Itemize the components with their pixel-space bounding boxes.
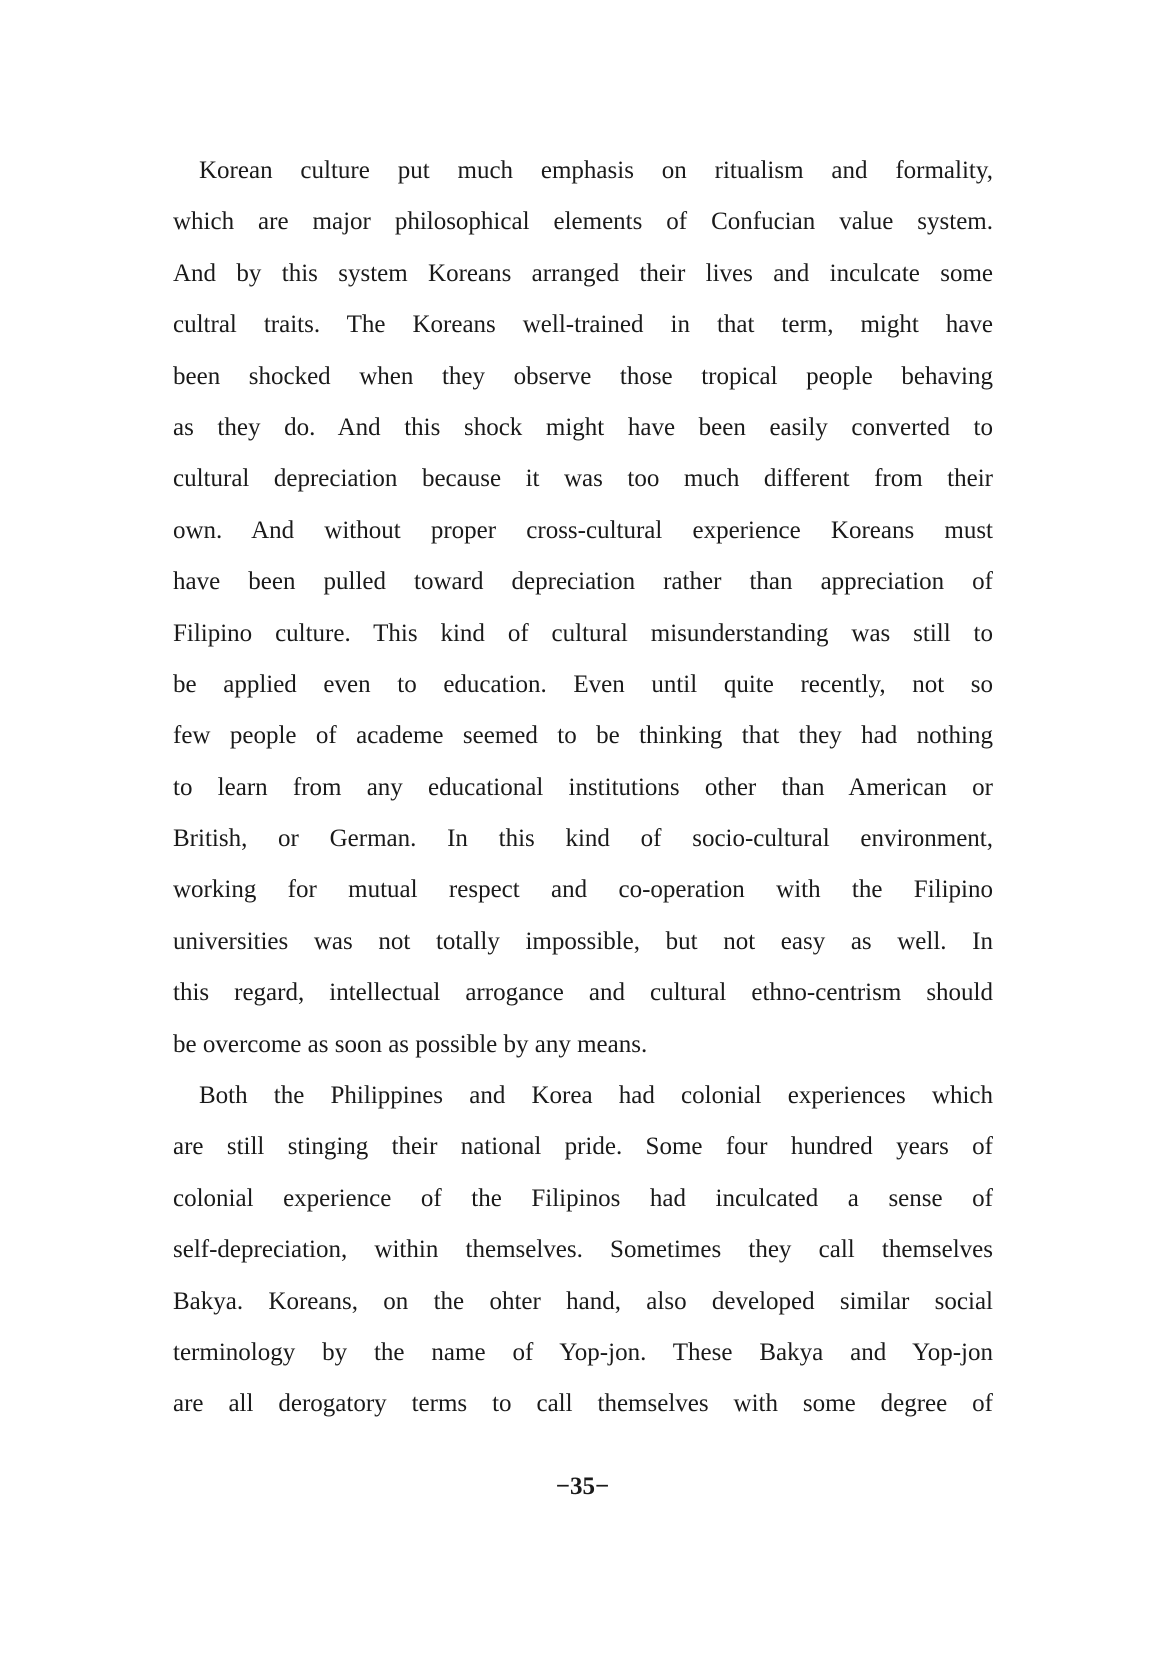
text-line: be applied even to education. Even until quite recently, not so [173, 670, 993, 698]
text-line: are all derogatory terms to call themselves with some degree of [173, 1390, 993, 1418]
page-number: −35− [555, 1473, 610, 1500]
text-line: this regard, intellectual arrogance and cultural ethno-centrism should [173, 979, 993, 1007]
text-line: as they do. And this shock might have been easily converted to [173, 413, 993, 441]
text-line: Both the Philippines and Korea had colonial experiences which [199, 1082, 993, 1110]
text-line: Korean culture put much emphasis on ritualism and formality, [199, 157, 993, 184]
text-line: cultural depreciation because it was too much different from their [173, 465, 993, 493]
text-line: are still stinging their national pride. Some four hundred years of [173, 1133, 993, 1161]
text-line: self-depreciation, within themselves. Sometimes they call themselves [173, 1236, 993, 1264]
text-line: have been pulled toward depreciation rather than appreciation of [173, 568, 993, 596]
text-line: universities was not totally impossible, but not easy as well. In [173, 927, 993, 955]
text-line: to learn from any educational institutions other than American or [173, 773, 993, 801]
text-line: colonial experience of the Filipinos had inculcated a sense of [173, 1184, 993, 1212]
text-line: which are major philosophical elements of Confucian value system. [173, 208, 993, 236]
text-line: British, or German. In this kind of socio-cultural environment, [173, 825, 993, 853]
text-line: terminology by the name of Yop-jon. These Bakya and Yop-jon [173, 1338, 993, 1366]
text-line: working for mutual respect and co-operation with the Filipino [173, 876, 993, 904]
body-text [173, 145, 993, 1430]
text-line: And by this system Koreans arranged their lives and inculcate some [173, 259, 993, 287]
text-line: own. And without proper cross-cultural experience Koreans must [173, 516, 993, 544]
text-line: be overcome as soon as possible by any means. [173, 1030, 648, 1058]
text-line: Filipino culture. This kind of cultural misunderstanding was still to [173, 619, 993, 647]
text-line: few people of academe seemed to be thinking that they had nothing [173, 722, 993, 750]
text-line: been shocked when they observe those tropical people behaving [173, 362, 993, 390]
text-line: Bakya. Koreans, on the ohter hand, also developed similar social [173, 1287, 993, 1315]
text-line: cultral traits. The Koreans well-trained in that term, might have [173, 311, 993, 339]
